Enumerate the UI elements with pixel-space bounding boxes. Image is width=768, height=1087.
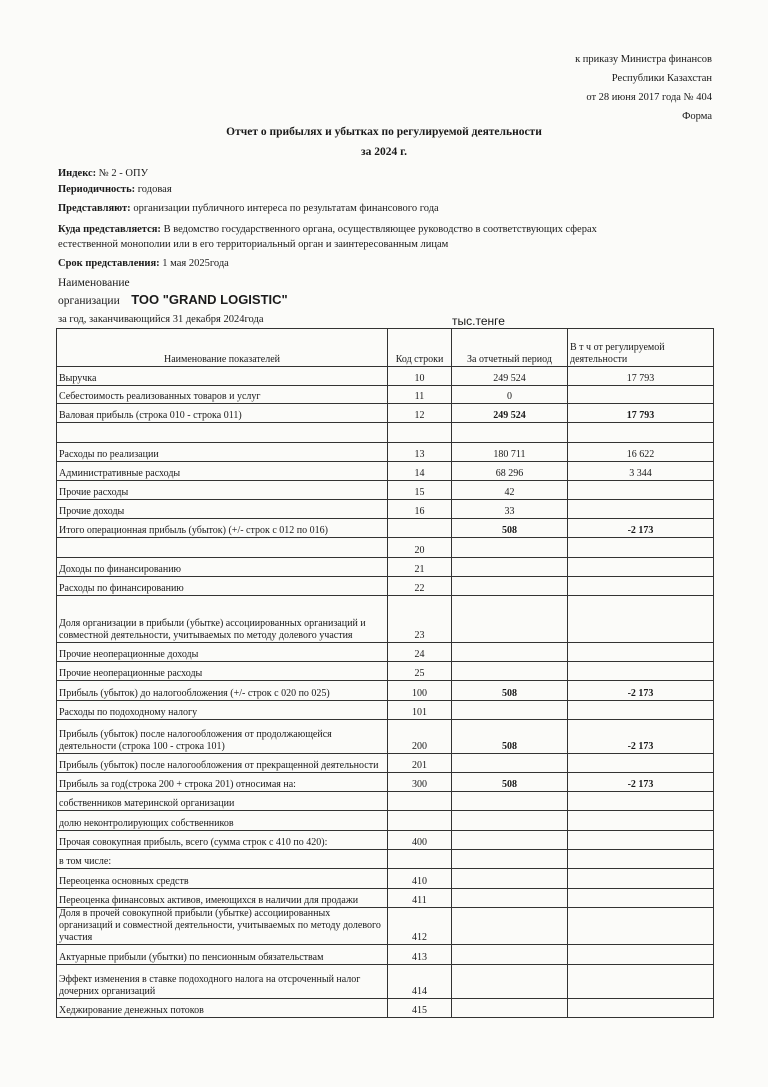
deadline-label: Срок представления: — [58, 258, 160, 269]
row-name: Валовая прибыль (строка 010 - строка 011) — [57, 404, 388, 423]
table-row — [57, 831, 714, 850]
deadline-value: 1 мая 2025года — [162, 258, 229, 269]
row-name: Прочая совокупная прибыль, всего (сумма строк с 410 по 420): — [57, 831, 388, 850]
row-code: 413 — [388, 945, 452, 965]
row-code: 22 — [388, 577, 452, 596]
row-regulated-value — [568, 577, 714, 596]
index-label: Индекс: — [58, 168, 97, 179]
row-code: 10 — [388, 367, 452, 386]
row-name: Расходы по реализации — [57, 443, 388, 462]
row-name: Расходы по финансированию — [57, 577, 388, 596]
table-row — [57, 423, 714, 443]
header-regulated: В т ч от регулируемой деятельности — [568, 329, 714, 367]
row-period-value: 180 711 — [452, 443, 568, 462]
org-name: ТОО "GRAND LOGISTIC" — [131, 292, 288, 307]
row-regulated-value: -2 173 — [568, 720, 714, 754]
row-period-value — [452, 596, 568, 643]
row-name: Прибыль (убыток) после налогообложения от прекращенной деятельности — [57, 754, 388, 773]
table-row — [57, 754, 714, 773]
row-period-value — [452, 850, 568, 869]
row-regulated-value — [568, 999, 714, 1018]
table-row — [57, 386, 714, 404]
row-period-value — [452, 908, 568, 945]
row-code: 200 — [388, 720, 452, 754]
row-code — [388, 423, 452, 443]
where-value: В ведомство государственного органа, осуществляющее руководство в соответствующих сферах — [163, 224, 597, 235]
row-period-value — [452, 889, 568, 908]
row-regulated-value: -2 173 — [568, 519, 714, 538]
row-code — [388, 811, 452, 831]
row-regulated-value — [568, 662, 714, 681]
row-name: Переоценка финансовых активов, имеющихся в наличии для продажи — [57, 889, 388, 908]
row-period-value: 42 — [452, 481, 568, 500]
row-name — [57, 538, 388, 558]
row-period-value — [452, 945, 568, 965]
table-row — [57, 519, 714, 538]
report-title: Отчет о прибылях и убытках по регулируемой деятельности — [226, 126, 542, 138]
row-regulated-value — [568, 831, 714, 850]
table-row — [57, 538, 714, 558]
row-name: Прочие доходы — [57, 500, 388, 519]
where-line-2: естественной монополии или в его территориальный орган и заинтересованным лицам — [58, 239, 449, 250]
row-name: Переоценка основных средств — [57, 869, 388, 889]
row-regulated-value — [568, 965, 714, 999]
table-row — [57, 367, 714, 386]
table-row — [57, 792, 714, 811]
row-regulated-value — [568, 596, 714, 643]
table-row — [57, 577, 714, 596]
table-row — [57, 869, 714, 889]
row-name: Прибыль (убыток) до налогообложения (+/- строк с 020 по 025) — [57, 681, 388, 701]
row-code: 16 — [388, 500, 452, 519]
row-code: 414 — [388, 965, 452, 999]
row-name: Прибыль (убыток) после налогообложения от продолжающейся деятельности (строка 100 - строка 101) — [57, 720, 388, 754]
row-name: Доходы по финансированию — [57, 558, 388, 577]
row-code: 412 — [388, 908, 452, 945]
where-label: Куда представляется: — [58, 224, 161, 235]
row-period-value: 508 — [452, 681, 568, 701]
row-period-value: 508 — [452, 773, 568, 792]
row-code: 21 — [388, 558, 452, 577]
row-name: Хеджирование денежных потоков — [57, 999, 388, 1018]
row-regulated-value — [568, 945, 714, 965]
row-regulated-value — [568, 792, 714, 811]
header-code: Код строки — [388, 329, 452, 367]
table-header — [57, 329, 714, 367]
row-period-value — [452, 965, 568, 999]
row-regulated-value — [568, 558, 714, 577]
row-name: в том числе: — [57, 850, 388, 869]
row-name: Прочие расходы — [57, 481, 388, 500]
period-line — [58, 184, 172, 195]
org-label-2: организации — [58, 295, 120, 307]
row-name: Прочие неоперационные расходы — [57, 662, 388, 681]
row-code: 201 — [388, 754, 452, 773]
table-row — [57, 965, 714, 999]
submit-label: Представляют: — [58, 203, 131, 214]
row-period-value — [452, 643, 568, 662]
row-code: 14 — [388, 462, 452, 481]
row-period-value — [452, 558, 568, 577]
table-row — [57, 500, 714, 519]
table-row — [57, 643, 714, 662]
row-regulated-value — [568, 386, 714, 404]
report-year: за 2024 г. — [361, 146, 407, 158]
row-regulated-value — [568, 481, 714, 500]
row-name: Прочие неоперационные доходы — [57, 643, 388, 662]
row-name: Себестоимость реализованных товаров и услуг — [57, 386, 388, 404]
row-regulated-value — [568, 869, 714, 889]
table-body — [57, 367, 714, 1018]
row-code: 23 — [388, 596, 452, 643]
index-value: № 2 - ОПУ — [98, 168, 149, 179]
table-row — [57, 908, 714, 945]
row-regulated-value — [568, 811, 714, 831]
period-value: годовая — [137, 184, 172, 195]
row-regulated-value: 16 622 — [568, 443, 714, 462]
row-code: 12 — [388, 404, 452, 423]
row-code: 410 — [388, 869, 452, 889]
row-name: Эффект изменения в ставке подоходного налога на отсроченный налог дочерних организаций — [57, 965, 388, 999]
row-regulated-value: 17 793 — [568, 367, 714, 386]
deadline-line — [58, 258, 229, 269]
table-row — [57, 850, 714, 869]
table-row — [57, 681, 714, 701]
row-regulated-value: 17 793 — [568, 404, 714, 423]
row-period-value — [452, 538, 568, 558]
row-name: Расходы по подоходному налогу — [57, 701, 388, 720]
submit-line — [58, 203, 439, 214]
row-period-value: 249 524 — [452, 404, 568, 423]
row-code: 11 — [388, 386, 452, 404]
row-regulated-value — [568, 754, 714, 773]
row-period-value — [452, 577, 568, 596]
year-text: за год, заканчивающийся 31 декабря 2024года — [58, 314, 264, 325]
row-period-value — [452, 423, 568, 443]
row-name: Актуарные прибыли (убытки) по пенсионным обязательствам — [57, 945, 388, 965]
row-name: Выручка — [57, 367, 388, 386]
table-row — [57, 701, 714, 720]
table-row — [57, 773, 714, 792]
row-code: 101 — [388, 701, 452, 720]
row-regulated-value — [568, 889, 714, 908]
order-line-3: от 28 июня 2017 года № 404 — [586, 92, 712, 103]
form-label: Форма — [682, 111, 712, 122]
row-code — [388, 850, 452, 869]
row-period-value — [452, 869, 568, 889]
row-code: 15 — [388, 481, 452, 500]
header-name: Наименование показателей — [57, 329, 388, 367]
table-row — [57, 462, 714, 481]
row-name: Прибыль за год(строка 200 + строка 201) относимая на: — [57, 773, 388, 792]
row-code: 411 — [388, 889, 452, 908]
row-code: 20 — [388, 538, 452, 558]
row-regulated-value — [568, 908, 714, 945]
row-period-value: 508 — [452, 720, 568, 754]
row-period-value — [452, 999, 568, 1018]
row-period-value: 508 — [452, 519, 568, 538]
row-period-value — [452, 754, 568, 773]
row-code: 25 — [388, 662, 452, 681]
table-row — [57, 999, 714, 1018]
row-code: 415 — [388, 999, 452, 1018]
row-regulated-value — [568, 701, 714, 720]
unit-label: тыс.тенге — [452, 314, 505, 328]
row-code: 24 — [388, 643, 452, 662]
row-code: 13 — [388, 443, 452, 462]
table-row — [57, 404, 714, 423]
row-code: 400 — [388, 831, 452, 850]
row-regulated-value — [568, 850, 714, 869]
report-table — [56, 328, 714, 1018]
table-row — [57, 811, 714, 831]
order-line-1: к приказу Министра финансов — [575, 54, 712, 65]
row-name — [57, 423, 388, 443]
row-period-value — [452, 662, 568, 681]
row-period-value: 33 — [452, 500, 568, 519]
row-name: Доля в прочей совокупной прибыли (убытке) ассоциированных организаций и совместной деятельности, учитываемых по методу долевого участия — [57, 908, 388, 945]
row-name: собственников материнской организации — [57, 792, 388, 811]
table-row — [57, 889, 714, 908]
row-code: 100 — [388, 681, 452, 701]
row-regulated-value — [568, 643, 714, 662]
table-row — [57, 481, 714, 500]
row-regulated-value — [568, 423, 714, 443]
row-regulated-value — [568, 500, 714, 519]
order-line-2: Республики Казахстан — [611, 73, 712, 84]
table-row — [57, 596, 714, 643]
row-regulated-value: -2 173 — [568, 773, 714, 792]
header-period: За отчетный период — [452, 329, 568, 367]
row-period-value: 0 — [452, 386, 568, 404]
index-line — [58, 168, 148, 179]
row-regulated-value — [568, 538, 714, 558]
row-code — [388, 519, 452, 538]
row-regulated-value: -2 173 — [568, 681, 714, 701]
row-period-value: 249 524 — [452, 367, 568, 386]
table-row — [57, 662, 714, 681]
row-code: 300 — [388, 773, 452, 792]
row-code — [388, 792, 452, 811]
row-period-value — [452, 811, 568, 831]
period-label: Периодичность: — [58, 184, 136, 195]
table-row — [57, 720, 714, 754]
row-period-value — [452, 701, 568, 720]
table-row — [57, 945, 714, 965]
row-name: Доля организации в прибыли (убытке) ассоциированных организаций и совместной деятельности, учитываемых по методу долевого участия — [57, 596, 388, 643]
org-line — [58, 292, 288, 307]
table-row — [57, 558, 714, 577]
where-line — [58, 224, 597, 235]
order-reference — [575, 50, 712, 126]
row-name: Административные расходы — [57, 462, 388, 481]
org-label-1: Наименование — [58, 277, 130, 289]
table-row — [57, 443, 714, 462]
row-name: Итого операционная прибыль (убыток) (+/- строк с 012 по 016) — [57, 519, 388, 538]
row-name: долю неконтролирующих собственников — [57, 811, 388, 831]
row-period-value — [452, 831, 568, 850]
row-period-value — [452, 792, 568, 811]
row-regulated-value: 3 344 — [568, 462, 714, 481]
submit-value: организации публичного интереса по результатам финансового года — [133, 203, 439, 214]
row-period-value: 68 296 — [452, 462, 568, 481]
